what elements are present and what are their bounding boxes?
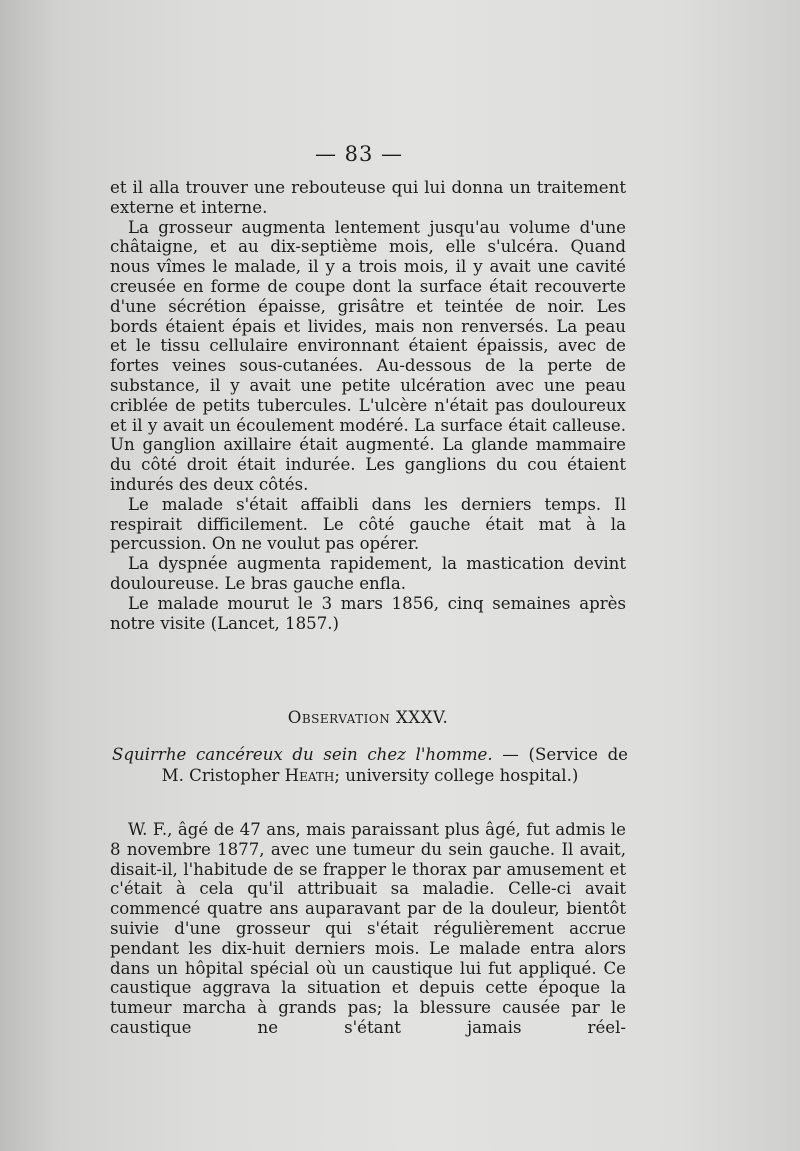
paragraph: Le malade s'était affaibli dans les derniers temps. Il respirait difficilement. Le côté gauche était mat à la percussion. On ne voulut pas opérer. [110, 494, 626, 554]
title-doctor-prefix: M. Cristopher [161, 766, 285, 785]
continuation-line: externe et interne. [110, 197, 268, 217]
observation-label: Observation XXXV. [287, 708, 449, 727]
paragraph: La dyspnée augmenta rapidement, la mastication devint douloureuse. Le bras gauche enfla. [110, 554, 626, 593]
paragraph: Le malade mourut le 3 mars 1856, cinq semaines après notre visite (Lancet, 1857.) [110, 593, 626, 633]
paragraph: W. F., âgé de 47 ans, mais paraissant plus âgé, fut admis le 8 novembre 1877, avec une tumeur du sein gauche. Il avait, disait-il, l'habitude de se frapper le thorax par amusement et c'était à cela qu'il attribuait sa maladie. Celle-ci avait commencé quatre ans auparavant par de la douleur, bientôt suivie d'une grosseur qui s'était régulièrement accrue pendant les dix-huit derniers mois. Le malade entra alors dans un hôpital spécial où un caustique lui fut appliqué. Ce caustique aggrava la situation et depuis cette époque la tumeur marcha à grands pas; la blessure causée par le caustique ne s'étant jamais réel- [110, 820, 626, 1037]
observation-text-bottom [110, 820, 626, 1038]
title-hospital: ; university college hospital.) [334, 766, 579, 785]
observation-text-top [110, 178, 626, 633]
title-service: — (Service de [492, 745, 629, 764]
title-italic: Squirrhe cancéreux du sein chez l'homme. [112, 745, 493, 764]
observation-heading [110, 708, 626, 727]
title-doctor-name: Heath [284, 766, 335, 785]
observation-title [112, 744, 628, 786]
continuation-line: et il alla trouver une rebouteuse qui lui donna un traitement [110, 178, 626, 197]
page-number: — 83 — [314, 142, 404, 166]
paragraph: La grosseur augmenta lentement jusqu'au volume d'une châtaigne, et au dix-septième mois, elle s'ulcéra. Quand nous vîmes le malade, il y a trois mois, il y avait une cavité creusée en forme de coupe dont la surface était recouverte d'une sécrétion épaisse, grisâtre et teintée de noir. Les bords étaient épais et livides, mais non renversés. La peau et le tissu cellulaire environnant étaient épaissis, avec de fortes veines sous-cutanées. Au-dessous de la perte de substance, il y avait une petite ulcération avec une peau criblée de petits tubercules. L'ulcère n'était pas douloureux et il y avait un écoulement modéré. La surface était calleuse. Un ganglion axillaire était augmenté. La glande mammaire du côté droit était indurée. Les ganglions du cou étaient indurés des deux côtés. [110, 217, 626, 494]
